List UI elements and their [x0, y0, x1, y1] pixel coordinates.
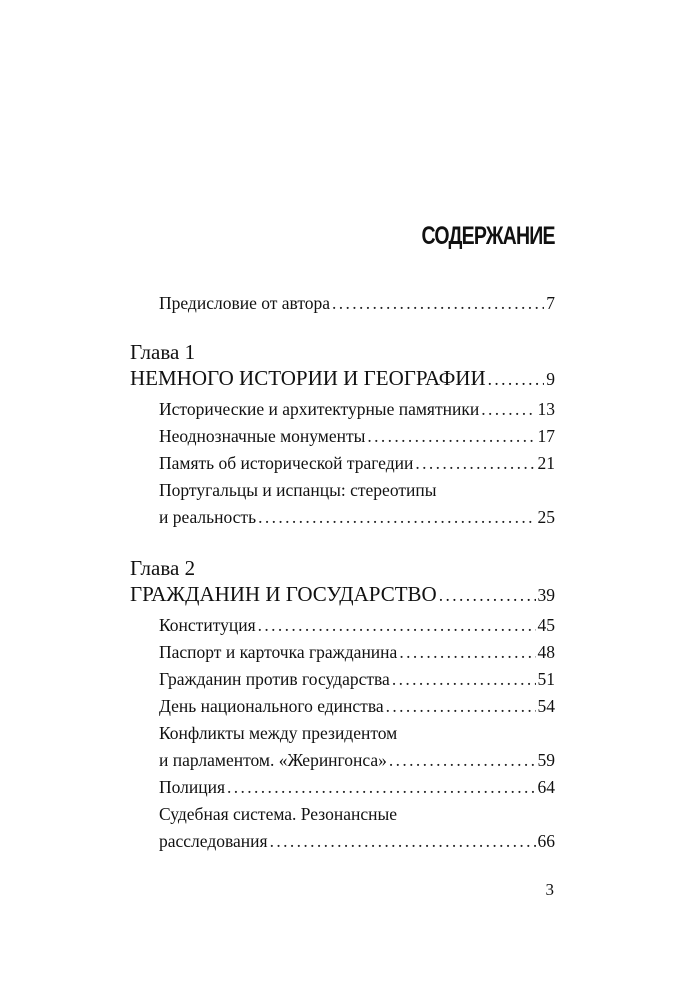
toc-entry-title: Гражданин против государства [159, 669, 390, 689]
toc-entry-title: День национального единства [159, 696, 384, 716]
toc-entry-preface[interactable] [130, 290, 555, 317]
toc-entry-page: 21 [537, 453, 555, 473]
leader-dots [332, 290, 544, 317]
chapter-1-title: НЕМНОГО ИСТОРИИ И ГЕОГРАФИИ [130, 366, 486, 390]
toc-entry-page: 7 [546, 293, 555, 313]
toc-entry-title: Полиция [159, 777, 226, 797]
toc-entry-title: Память об исторической трагедии [159, 453, 414, 473]
toc-entry-page: 45 [537, 615, 555, 635]
toc-entry-page: 13 [537, 399, 555, 419]
leader-dots [367, 423, 535, 450]
toc-entry[interactable] [130, 477, 555, 531]
toc-entry-title-line1: Португальцы и испанцы: стереотипы [159, 480, 437, 500]
table-of-contents [130, 290, 555, 855]
chapter-2-title: ГРАЖДАНИН И ГОСУДАРСТВО [130, 582, 437, 606]
leader-dots [399, 639, 535, 666]
page-number: 3 [545, 880, 554, 899]
toc-entry[interactable] [130, 450, 555, 477]
toc-entry-title: Неоднозначные монументы [159, 426, 366, 446]
toc-entry[interactable] [130, 396, 555, 423]
toc-entry-title-line1: Конфликты между президентом [159, 723, 398, 743]
toc-entry[interactable] [130, 774, 555, 801]
toc-entry-title-line2: расследования [159, 831, 268, 851]
toc-entry-page: 54 [537, 696, 555, 716]
leader-dots [389, 747, 536, 774]
leader-dots [415, 450, 535, 477]
leader-dots [270, 828, 536, 855]
toc-entry[interactable] [130, 801, 555, 855]
leader-dots [258, 612, 536, 639]
chapter-1-title-entry[interactable] [130, 365, 555, 392]
toc-entry-page: 59 [537, 750, 555, 770]
leader-dots [481, 396, 535, 423]
toc-entry[interactable] [130, 720, 555, 774]
leader-dots [439, 582, 536, 608]
chapter-2-page: 39 [537, 585, 555, 605]
leader-dots [386, 693, 536, 720]
leader-dots [258, 504, 535, 531]
page-heading: СОДЕРЖАНИЕ [421, 222, 555, 250]
toc-entry-page: 25 [537, 507, 555, 527]
chapter-2-title-entry[interactable] [130, 581, 555, 608]
toc-entry-title-line1: Судебная система. Резонансные [159, 804, 398, 824]
toc-entry-title: Конституция [159, 615, 256, 635]
chapter-2-number: Глава 2 [130, 556, 196, 580]
toc-entry[interactable] [130, 693, 555, 720]
toc-entry[interactable] [130, 612, 555, 639]
toc-entry-page: 48 [537, 642, 555, 662]
toc-entry-title: Предисловие от автора [159, 293, 331, 313]
toc-entry-page: 17 [537, 426, 555, 446]
toc-entry-page: 64 [537, 777, 555, 797]
toc-entry[interactable] [130, 666, 555, 693]
toc-entry-title: Исторические и архитектурные памятники [159, 399, 480, 419]
toc-entry[interactable] [130, 423, 555, 450]
chapter-1-number: Глава 1 [130, 340, 196, 364]
toc-entry-title-line2: и парламентом. «Жерингонса» [159, 750, 387, 770]
leader-dots [488, 366, 545, 392]
toc-entry-page: 66 [537, 831, 555, 851]
toc-entry-page: 51 [537, 669, 555, 689]
toc-entry-title-line2: и реальность [159, 507, 257, 527]
toc-entry-title: Паспорт и карточка гражданина [159, 642, 398, 662]
chapter-1-page: 9 [546, 369, 555, 389]
toc-entry[interactable] [130, 639, 555, 666]
leader-dots [227, 774, 535, 801]
leader-dots [392, 666, 536, 693]
